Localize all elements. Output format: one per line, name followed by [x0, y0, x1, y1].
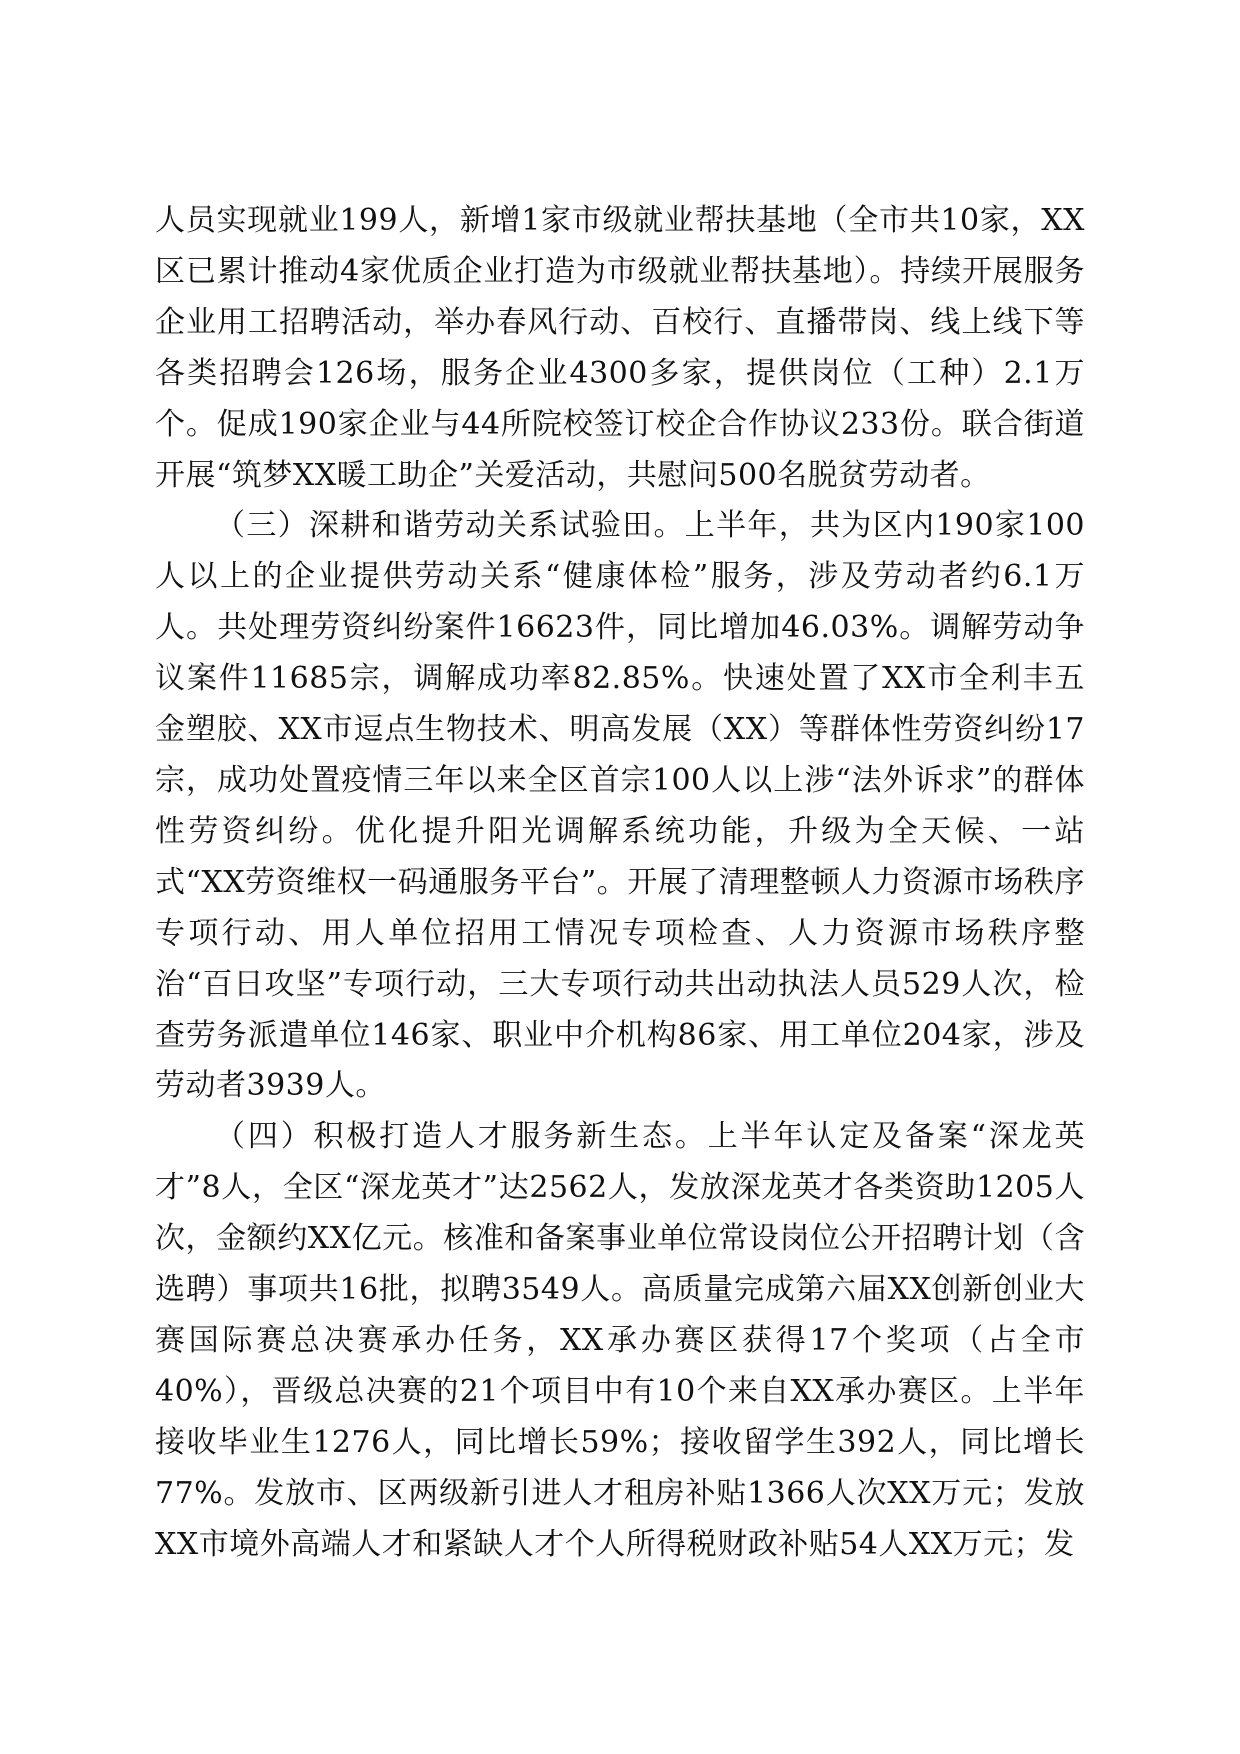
- paragraph-text: 上半年认定及备案“深龙英才”8人，全区“深龙英才”达2562人，发放深龙英才各类资助1205人次，金额约XX亿元。核准和备案事业单位常设岗位公开招聘计划（含选聘）事项共16批，拟聘3549人。高质量完成第六届XX创新创业大赛国际赛总决赛承办任务，XX承办赛区获得17个奖项（占全市40%），晋级总决赛的21个项目中有10个来自XX承办赛区。上半年接收毕业生1276人，同比增长59%；接收留学生392人，同比增长77%。发放市、区两级新引进人才租房补贴1366人次XX万元；发放XX市境外高端人才和紧缺人才个人所得税财政补贴54人XX万元；发: [155, 1119, 1086, 1562]
- section-heading-four: （四）积极打造人才服务新生态。: [215, 1119, 708, 1155]
- paragraph-employment: [155, 196, 1085, 501]
- document-body: [155, 196, 1085, 1570]
- paragraph-labor-relations: [155, 501, 1085, 1112]
- paragraph-text: 人员实现就业199人，新增1家市级就业帮扶基地（全市共10家，XX区已累计推动4家优质企业打造为市级就业帮扶基地）。持续开展服务企业用工招聘活动，举办春风行动、百校行、直播带岗、线上线下等各类招聘会126场，服务企业4300多家，提供岗位（工种）2.1万个。促成190家企业与44所院校签订校企合作协议233份。联合街道开展“筑梦XX暖工助企”关爱活动，共慰问500名脱贫劳动者。: [155, 203, 1085, 493]
- paragraph-talent-services: [155, 1112, 1085, 1570]
- paragraph-text: 上半年，共为区内190家100人以上的企业提供劳动关系“健康体检”服务，涉及劳动者约6.1万人。共处理劳资纠纷案件16623件，同比增加46.03%。调解劳动争议案件11685宗，调解成功率82.85%。快速处置了XX市全利丰五金塑胶、XX市逗点生物技术、明高发展（XX）等群体性劳资纠纷17宗，成功处置疫情三年以来全区首宗100人以上涉“法外诉求”的群体性劳资纠纷。优化提升阳光调解系统功能，升级为全天候、一站式“XX劳资维权一码通服务平台”。开展了清理整顿人力资源市场秩序专项行动、用人单位招用工情况专项检查、人力资源市场秩序整治“百日攻坚”专项行动，三大专项行动共出动执法人员529人次，检查劳务派遣单位146家、职业中介机构86家、用工单位204家，涉及劳动者3939人。: [155, 508, 1085, 1104]
- section-heading-three: （三）深耕和谐劳动关系试验田。: [215, 508, 685, 544]
